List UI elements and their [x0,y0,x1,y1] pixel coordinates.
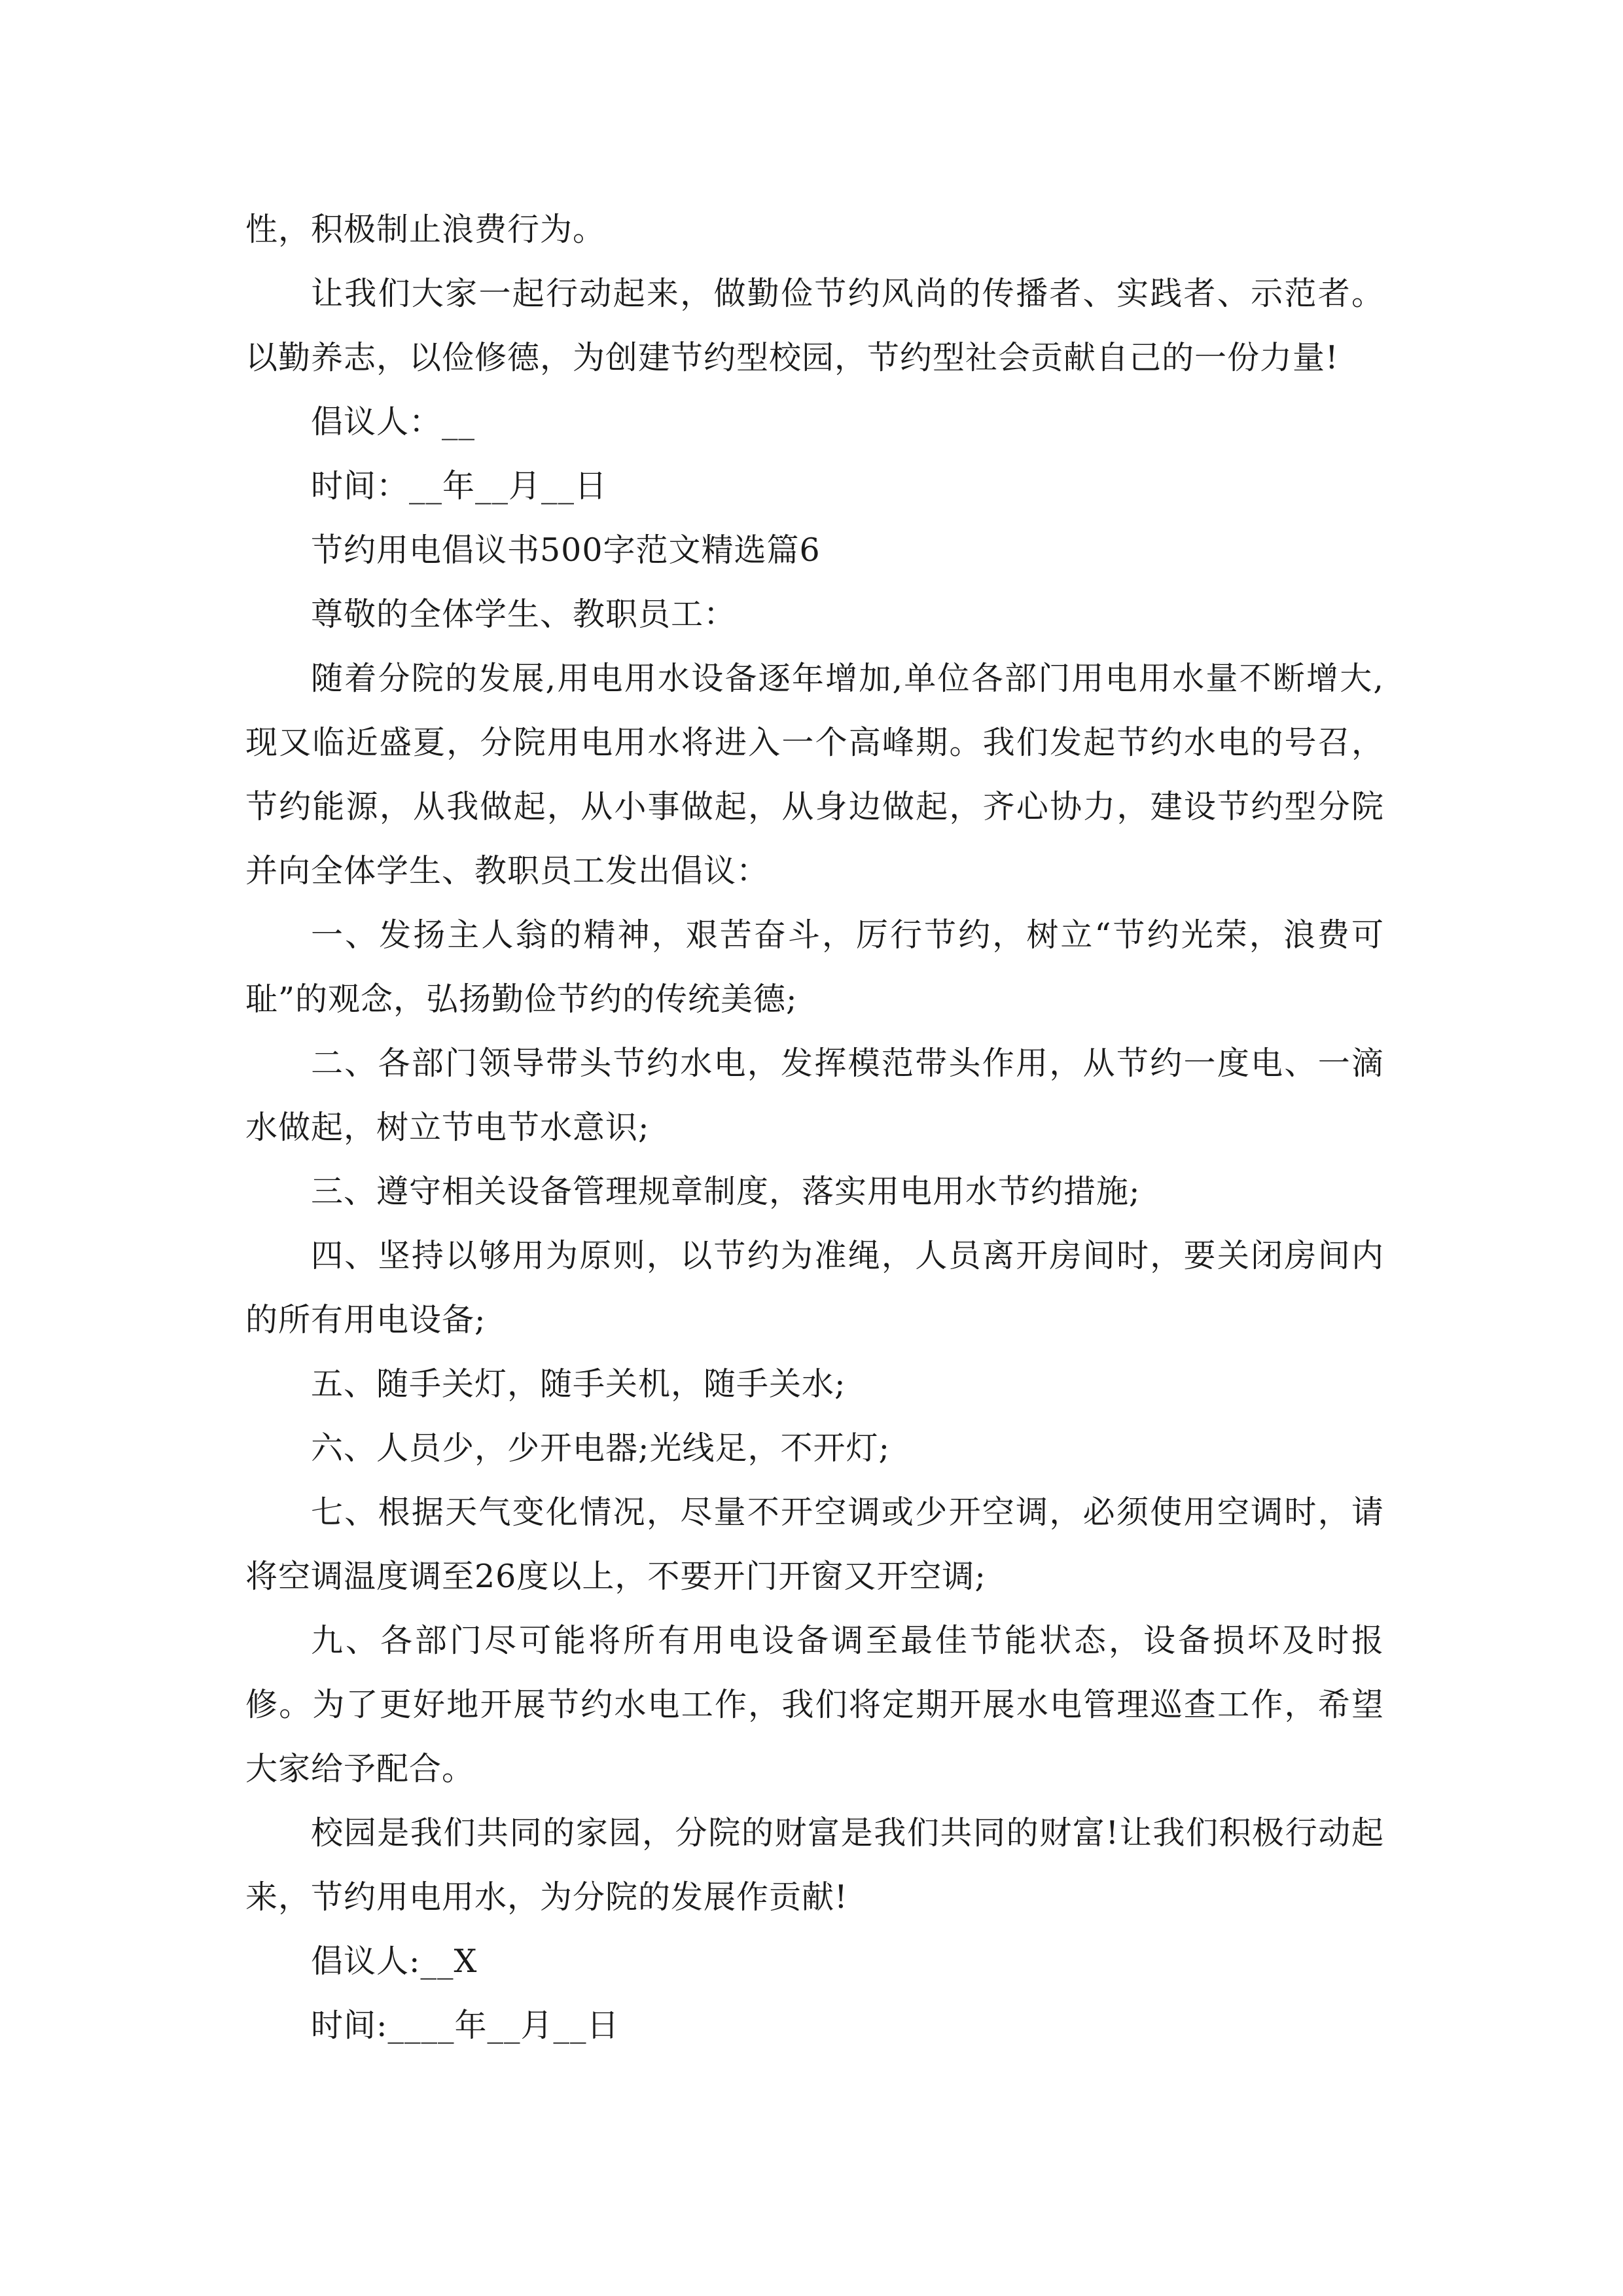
signature-date-final: 时间:____年__月__日 [311,2007,620,2044]
paragraph-intro: 随着分院的发展,用电用水设备逐年增加,单位各部门用电用水量不断增大,现又临近盛夏，分院用电用水将进入一个高峰期。我们发起节约水电的号召，节约能源，从我做起，从小事做起，从身边做起，齐心协力，建设节约型分院并向全体学生、教职员工发出倡议： [245,660,1384,889]
paragraph-continuation: 性，积极制止浪费行为。 [245,211,606,248]
section-title: 节约用电倡议书500字范文精选篇6 [311,531,821,569]
proposal-item-1: 一、发扬主人翁的精神，艰苦奋斗，厉行节约，树立“节约光荣，浪费可耻”的观念，弘扬勤俭节约的传统美德; [245,916,1384,1018]
signature-proposer: 倡议人：__ [311,403,476,440]
proposal-item-6: 六、人员少，少开电器;光线足，不开灯; [311,1429,891,1467]
signature-proposer-final: 倡议人:__X [311,1943,478,1980]
proposal-item-4: 四、坚持以够用为原则，以节约为准绳，人员离开房间时，要关闭房间内的所有用电设备; [245,1237,1384,1338]
signature-date: 时间：__年__月__日 [311,467,608,505]
proposal-item-5: 五、随手关灯，随手关机，随手关水; [311,1365,846,1403]
proposal-item-7: 七、根据天气变化情况，尽量不开空调或少开空调，必须使用空调时，请将空调温度调至26度以上，不要开门开窗又开空调; [245,1494,1384,1595]
paragraph-closing: 校园是我们共同的家园，分院的财富是我们共同的财富!让我们积极行动起来，节约用电用水，为分院的发展作贡献! [245,1814,1384,1916]
salutation: 尊敬的全体学生、教职员工： [311,596,737,633]
document-body [245,198,1384,2058]
proposal-item-2: 二、各部门领导带头节约水电，发挥模范带头作用，从节约一度电、一滴水做起，树立节电节水意识; [245,1045,1384,1146]
paragraph-call-to-action: 让我们大家一起行动起来，做勤俭节约风尚的传播者、实践者、示范者。以勤养志，以俭修德，为创建节约型校园，节约型社会贡献自己的一份力量! [245,275,1384,376]
proposal-item-9: 九、各部门尽可能将所有用电设备调至最佳节能状态，设备损坏及时报修。为了更好地开展节约水电工作，我们将定期开展水电管理巡查工作，希望大家给予配合。 [245,1622,1384,1787]
proposal-item-3: 三、遵守相关设备管理规章制度，落实用电用水节约措施; [311,1173,1141,1210]
